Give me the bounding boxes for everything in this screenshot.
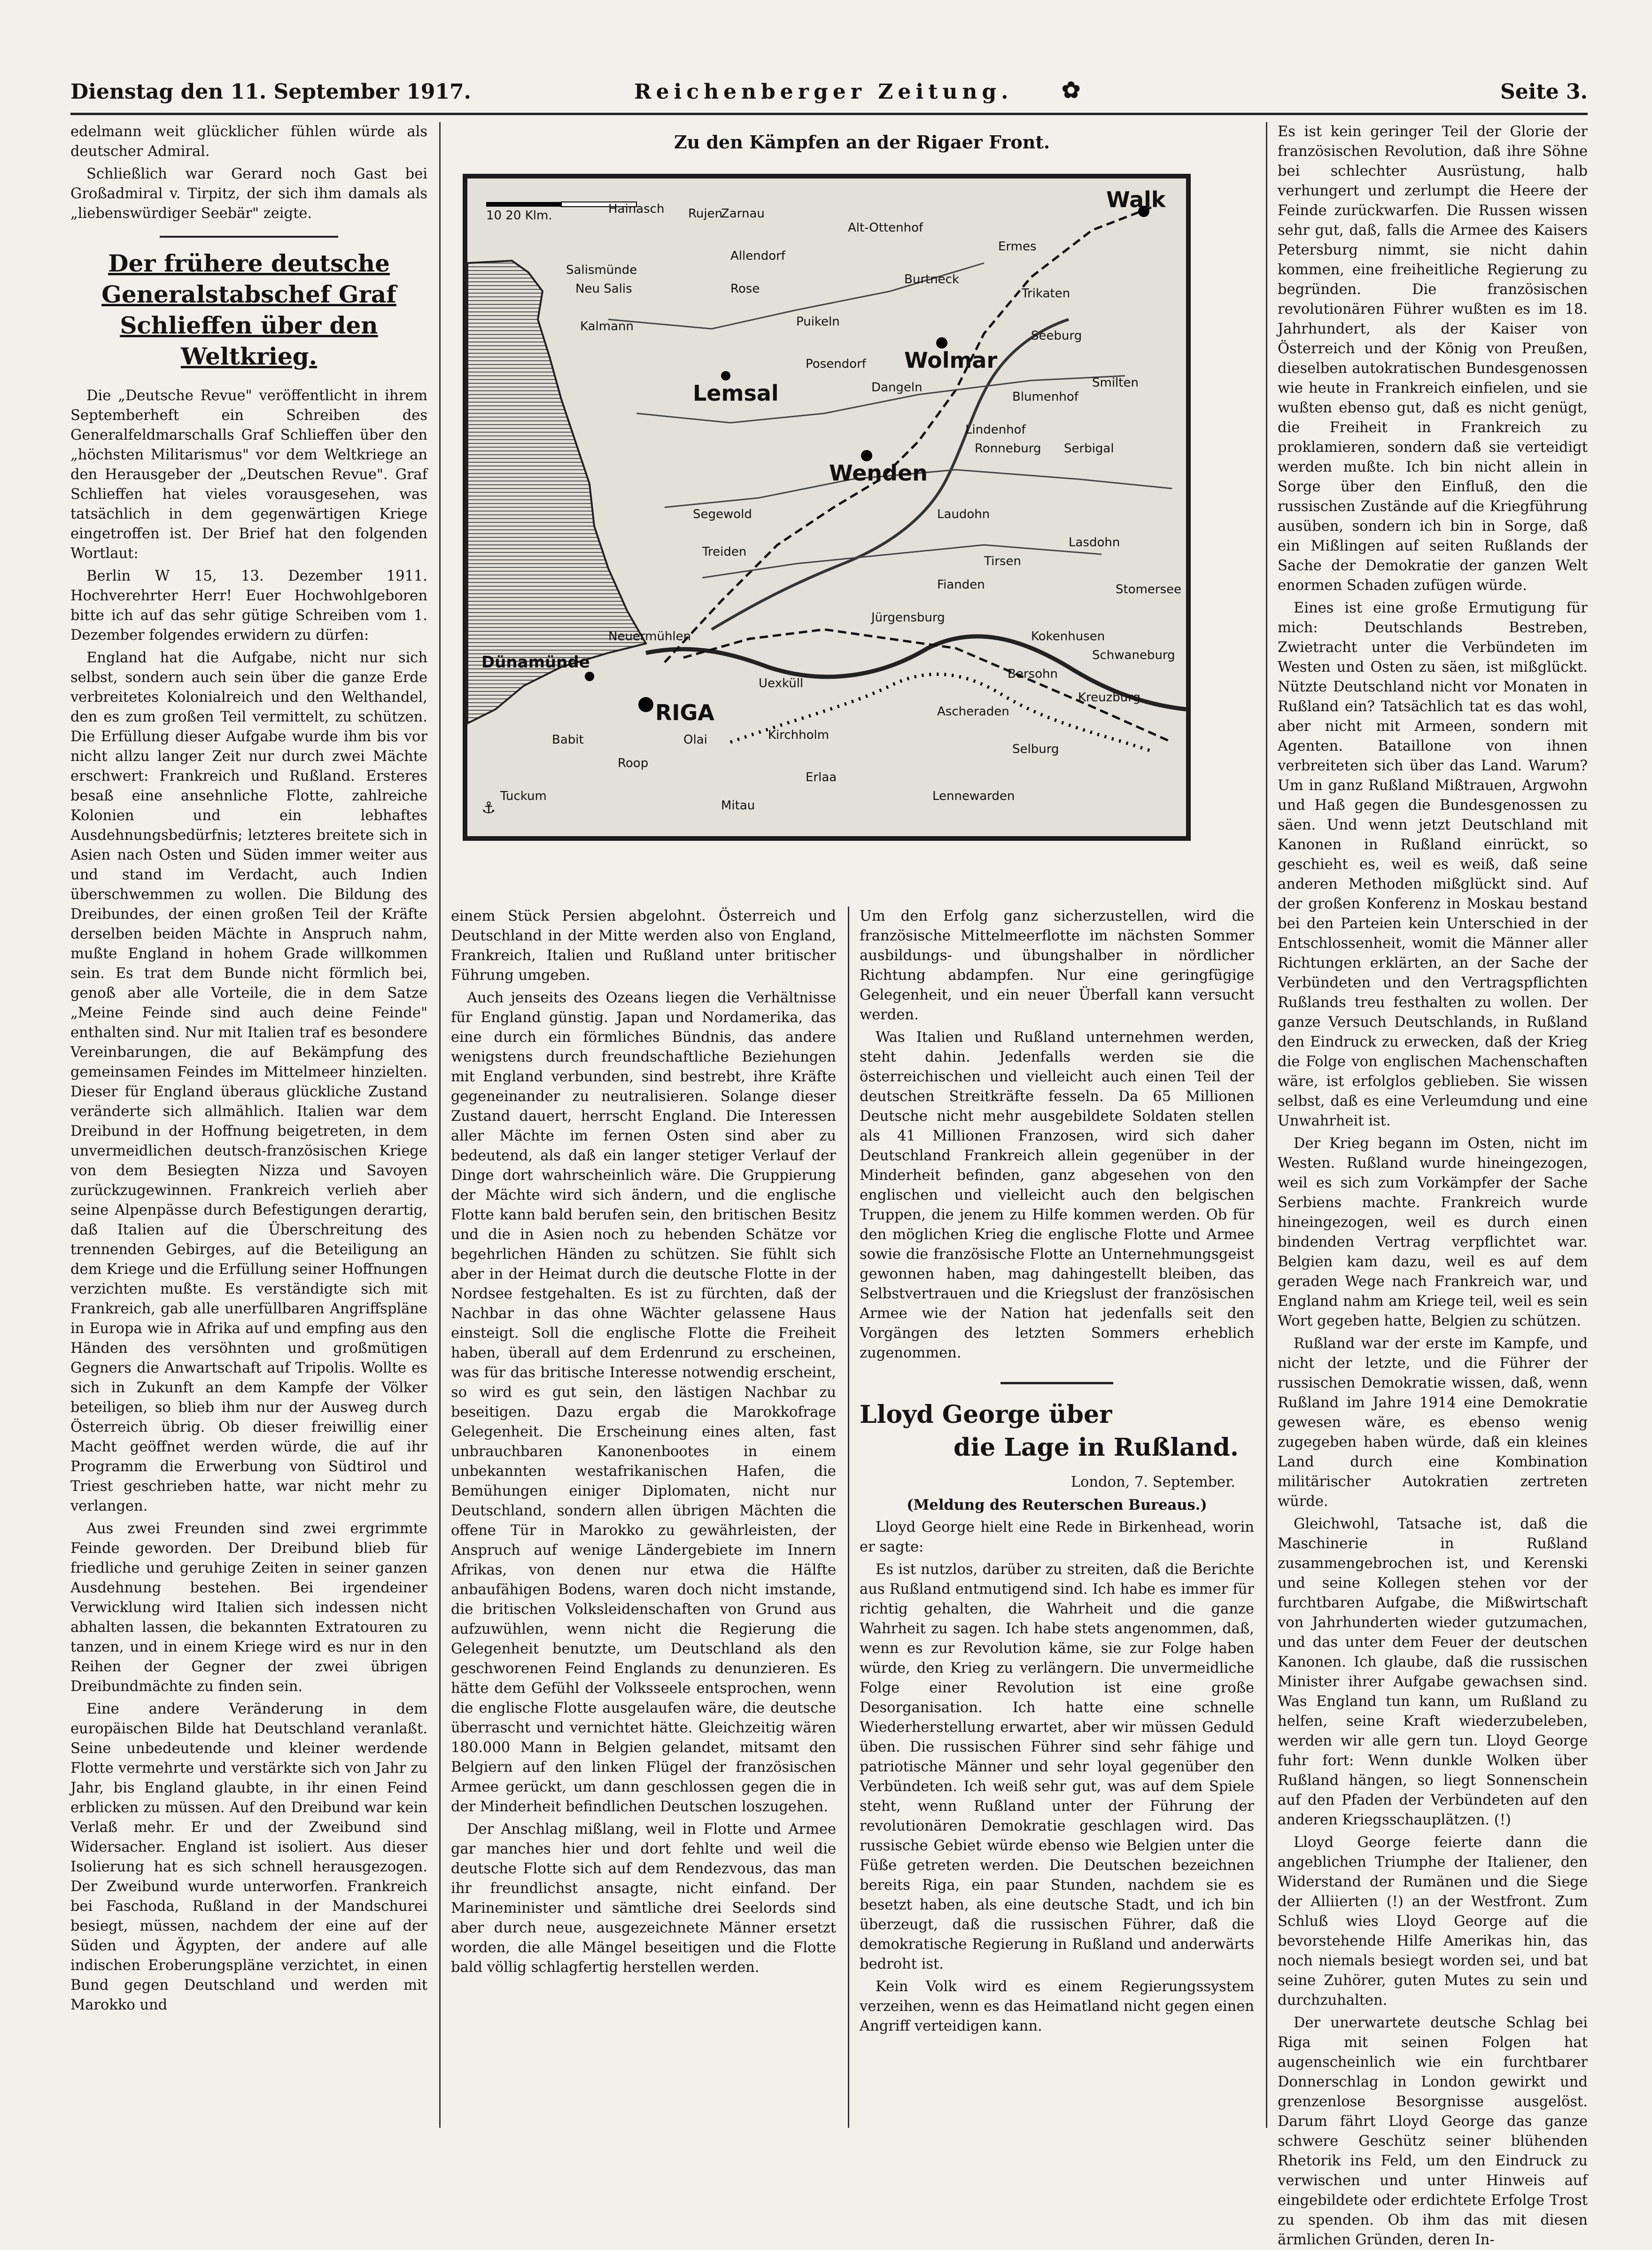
map-place-label: Erlaa: [806, 770, 837, 784]
article-heading-lloyd-george: [860, 1398, 1254, 1464]
intro-paragraph: edelmann weit glücklicher fühlen würde als deutscher Admiral.: [70, 124, 427, 160]
article-paragraph: Auch jenseits des Ozeans liegen die Verhältnisse für England günstig. Japan und Nordamerika, das eine durch ein förmliches Bündnis, das andere wenigstens durch freundschaftliche Beziehungen mit England verbunden, sind bestrebt, ihre Kräfte gegeneinander zu neutralisieren. Solange dieser Zustand dauert, herrscht England. Die Interessen aller Mächte im fernen Osten sind aber zu bedeutend, als daß ein langer stetiger Verlauf der Dinge dort wahrscheinlich wäre. Die Gruppierung der Mächte wird sich ändern, und die englische Flotte kann bald berufen sein, den britischen Besitz und die in Asien noch zu hebenden Schätze vor begehrlichen Händen zu schützen. Sie fühlt sich aber in der Heimat durch die deutsche Flotte in der Nordsee festgehalten. Es ist zu fürchten, daß der Nachbar in das ohne Wächter gelassene Haus einsteigt. Soll die englische Flotte die Freiheit haben, überall auf dem Erdenrund zu erscheinen, was für das britische Interesse notwendig erscheint, so wird es gut sein, den lästigen Nachbar zu beseitigen. Dazu ergab die Marokkofrage Gelegenheit. Die Erscheinung eines alten, fast unbrauchbaren Kanonenbootes in einem unbekannten westafrikanischen Hafen, die Bemühungen einiger Diplomaten, nicht nur Deutschland, sondern allen übrigen Mächten die offene Tür in Marokko zu gewährleisten, der Anspruch auf wenige Ländergebiete im Innern Afrikas, von denen nur etwa die Hälfte anbaufähigen Bodens, waren doch nicht imstande, die britischen Volksleidenschaften von Grund aus aufzuwühlen, wenn nicht die Regierung die Gelegenheit benutzte, um Deutschland als den geschworenen Feind Englands zu denunzieren. Es hätte dem Gefühl der Volksseele entsprochen, wenn die englische Flotte ausgelaufen wäre, die deutsche überrascht und vernichtet hätte. Gleichzeitig wären 180.000 Mann in Belgien gelandet, mitsamt den Belgiern auf den linken Flügel der französischen Armee gerückt, um dann geschlossen gegen die in der Minderheit befindlichen Deutschen loszugehen.: [451, 990, 836, 1815]
column-rule: [848, 907, 849, 2128]
map-place-label: Alt-Ottenhof: [848, 221, 923, 235]
masthead: [70, 70, 1588, 115]
article-paragraph: Die „Deutsche Revue" veröffentlicht in ihrem Septemberheft ein Schreiben des Generalfeldmarschalls Graf Schlieffen über den „höchsten Militarismus" vor dem Weltkriege an den Herausgeber der „Deutschen Revue". Graf Schlieffen hat vieles vorausgesehen, was tatsächlich in dem gegenwärtigen Kriege eingetroffen ist. Der Brief hat den folgenden Wortlaut:: [70, 388, 427, 562]
newspaper-page: [70, 56, 1588, 2248]
article-paragraph: Es ist kein geringer Teil der Glorie der französischen Revolution, daß ihre Söhne bei schlechter Ausrüstung, halb verhungert und zerlumpt die Heere der Feinde zurückwarfen. Die Russen wissen sehr gut, daß, falls die Armee des Kaisers Petersburg nimmt, sie nicht dahin kommen, eine freiheitliche Regierung zu begründen. Die französischen revolutionären Führer wußten es im 18. Jahrhundert, als der Kaiser von Österreich und der König von Preußen, dieselben autokratischen Bundesgenossen wie heute in Frankreich einfielen, und sie wußten ebenso gut, daß es nicht genügt, die Freiheit in Frankreich zu proklamieren, sondern daß sie verteidigt werden mußte. Ich bin nicht allein in Sorge über den Einfluß, den die russischen Zustände auf die Kriegführung ausüben, sondern ich bin in Sorge, daß ein Mißlingen auf seiten Rußlands der Sache der Demokratie der ganzen Welt enormen Schaden zufügen würde.: [1278, 124, 1588, 594]
map-place-label: Trikaten: [1022, 287, 1070, 301]
map-place-label: Kreuzburg: [1078, 691, 1141, 705]
article-paragraph: Rußland war der erste im Kampfe, und nicht der letzte, und die Führer der russischen Demokratie wissen, daß, wenn Rußland im Jahre 1914 eine Demokratie gewesen wäre, es ebenso wenig zugegeben haben würde, daß ein kleines Land durch eine Kombination militärischer Autokratien zertreten würde.: [1278, 1335, 1588, 1510]
article-paragraph: Der Anschlag mißlang, weil in Flotte und Armee gar manches hier und dort fehlte und weil die deutsche Flotte sich auf dem Rendezvous, das man ihr freundlichst ansagte, nicht einfand. Der Marineminister und sämtliche drei Seelords sind aber durch neue, ausgezeichnete Männer ersetzt worden, die alle Mängel beseitigen und die Flotte bald völlig schlagfertig herstellen werden.: [451, 1821, 836, 1976]
article-paragraph: Um den Erfolg ganz sicherzustellen, wird die französische Mittelmeerflotte im nächsten Sommer ausbildungs- und übungshalber in nördlicher Richtung abdampfen. Nur eine geringfügige Gelegenheit, und ein neuer Überfall kann versucht werden.: [860, 908, 1254, 1023]
map-place-label: Jürgensburg: [871, 611, 945, 625]
map-place-label: Wolmar: [904, 348, 998, 373]
map-place-label: Rujen: [688, 207, 723, 221]
map-place-label: Neuermühlen: [608, 629, 691, 644]
map-place-label: Selburg: [1012, 742, 1059, 756]
map-place-label: Bersohn: [1008, 667, 1058, 681]
map-place-label: Neu Salis: [575, 282, 632, 296]
map-place-label: Fianden: [937, 578, 985, 592]
dateline: London, 7. September.: [1070, 1474, 1235, 1490]
map-place-label: Seeburg: [1031, 329, 1082, 343]
article-paragraph: Gleichwohl, Tatsache ist, daß die Maschinerie in Rußland zusammengebrochen ist, und Kerenski und seine Kollegen stehen vor der furchtbaren Aufgabe, die Mißwirtschaft von Jahrhunderten wieder gutzumachen, und das unter dem Feuer der deutschen Kanonen. Ich glaube, daß die russischen Minister ihrer Aufgabe gewachsen sind. Was England tun kann, um Rußland zu helfen, seine Kraft wiederzubeleben, werden wir alle gern tun. Lloyd George fuhr fort: Wenn dunkle Wolken über Rußland hängen, so liegt Sonnenschein auf den Pfaden der Verbündeten auf den anderen Kriegsschauplätzen. (!): [1278, 1516, 1588, 1828]
news-source: (Meldung des Reuterschen Bureaus.): [907, 1497, 1207, 1513]
column-4: [1278, 122, 1588, 2248]
map-place-label: Kokenhusen: [1031, 629, 1105, 644]
map-place-label: Puikeln: [796, 315, 840, 329]
column-rule: [439, 122, 441, 2128]
map-place-label: Blumenhof: [1012, 390, 1078, 404]
masthead-page-number: Seite 3.: [1500, 80, 1588, 104]
map-place-label: Rose: [730, 282, 760, 296]
map-place-label: Walk: [1106, 187, 1166, 212]
heading-line: Lloyd George über: [860, 1400, 1112, 1429]
article-paragraph: Was Italien und Rußland unternehmen werden, steht dahin. Jedenfalls werden sie die österreichischen und vielleicht auch einen Teil der deutschen Streitkräfte fesseln. Da 65 Millionen Deutsche nicht mehr ausgebildete Soldaten stellen als 41 Millionen Franzosen, wird sich daher Deutschland Frankreich allein gegenüber in der Minderheit befinden, ganz abgesehen von den englischen und vielleicht auch den belgischen Truppen, die jenem zu Hilfe kommen werden. Ob für den möglichen Krieg die englische Flotte und Armee sowie die französische Flotte an Unternehmungsgeist gewonnen haben, mag dahingestellt bleiben, das Selbstvertrauen und die Kriegslust der französischen Armee wie der Nation hat jedenfalls seit den Vorgängen des letzten Sommers erheblich zugenommen.: [860, 1029, 1254, 1361]
map-place-label: Schwaneburg: [1092, 648, 1175, 662]
section-divider: [1001, 1382, 1113, 1384]
map-place-label: Olai: [683, 733, 707, 747]
map-place-label: Lindenhof: [965, 423, 1026, 437]
map-place-label: Lasdohn: [1069, 535, 1120, 550]
map-figure: [451, 122, 1273, 892]
legend-anchor-icon: ⚓: [481, 799, 496, 817]
article-paragraph: Berlin W 15, 13. Dezember 1911. Hochverehrter Herr! Euer Hochwohlgeboren bitte ich auf das sehr gütige Schreiben vom 1. Dezember folgendes erwidern zu dürfen:: [70, 568, 427, 644]
map-place-label: Ermes: [998, 240, 1037, 254]
map-place-label: Posendorf: [806, 357, 866, 371]
map-place-label: Allendorf: [730, 249, 785, 263]
map-place-label: Kalmann: [580, 319, 634, 334]
map-place-label: Smilten: [1092, 376, 1139, 390]
map-place-label: Kirchholm: [768, 728, 830, 742]
column-1: [70, 122, 427, 2128]
map-place-label: Stomersee: [1116, 582, 1182, 597]
map-place-label: Segewold: [693, 507, 752, 521]
article-paragraph: einem Stück Persien abgelohnt. Österreich und Deutschland in der Mitte werden also von England, Frankreich, Italien und Rußland unter britischer Führung umgeben.: [451, 908, 836, 984]
article-paragraph: Lloyd George hielt eine Rede in Birkenhead, worin er sagte:: [860, 1519, 1254, 1555]
article-paragraph: Eines ist eine große Ermutigung für mich: Deutschlands Bestreben, Zwietracht unter die Verbündeten im Westen und Osten zu säen, ist mißglückt. Nützte Deutschland nicht vor Monaten in Rußland ein? Tatsächlich tat es das wohl, aber nicht mit Armeen, sondern mit Agenten. Bataillone von ihnen verbreiteten sich über das Land. Warum? Um in ganz Rußland Mißtrauen, Argwohn und Haß gegen die Bundesgenossen zu säen. Und wenn jetzt Deutschland mit Kanonen in Rußland einrückt, so geschieht es, weil es weiß, daß seine anderen Methoden mißglückt sind. Auf der großen Konferenz in Moskau bestand bei den Parteien kein Unterschied in der Entschlossenheit, womit die Männer aller Richtungen erklärten, an der Sache der Verbündeten und den Vertragspflichten Rußlands treu festhalten zu wollen. Der ganze Versuch Deutschlands, in Rußland den Eindruck zu erwecken, daß der Krieg die Folge von englischen Machenschaften wäre, ist erfolglos geblieben. Sie wissen selbst, daß es eine Verleumdung und eine Unwahrheit ist.: [1278, 600, 1588, 1129]
map-place-label: Uexküll: [759, 676, 804, 691]
map-place-label: Zarnau: [721, 207, 765, 221]
map-place-label: Lemsal: [693, 380, 779, 406]
map-place-label: Babit: [552, 733, 584, 747]
map-place-label: RIGA: [655, 700, 714, 725]
map-place-label: Dangeln: [871, 380, 923, 395]
masthead-ornament-icon: ✿: [1062, 77, 1081, 103]
column-2: [451, 907, 836, 2128]
heading-line: die Lage in Rußland.: [954, 1433, 1239, 1462]
map-place-label: Ascheraden: [937, 705, 1009, 719]
map-place-label: Treiden: [702, 545, 747, 559]
map-place-label: Roop: [618, 756, 649, 770]
map-place-label: Salismünde: [566, 263, 637, 277]
column-3: [860, 907, 1254, 2128]
article-paragraph: Der Krieg begann im Osten, nicht im Westen. Rußland wurde hineingezogen, weil es sich zum Vorkämpfer der Sache Serbiens machte. Frankreich wurde hineingezogen, weil es durch einen bindenden Vertrag verpflichtet war. Belgien kam dazu, weil es auf dem geraden Wege nach Frankreich war, und England nahm am Kriege teil, weil es sein Wort gegeben hatte, Belgien zu schützen.: [1278, 1135, 1588, 1329]
map-place-label: Tuckum: [500, 789, 547, 803]
masthead-date: Dienstag den 11. September 1917.: [70, 80, 471, 104]
article-paragraph: Es ist nutzlos, darüber zu streiten, daß die Berichte aus Rußland entmutigend sind. Ich habe es immer für richtig gehalten, die Wahrheit und die ganze Wahrheit zu sagen. Ich habe stets angenommen, daß, wenn es zur Revolution käme, sie zur Folge haben würde, den Krieg zu verlängern. Die unvermeidliche Folge einer Revolution ist eine große Desorganisation. Ich hatte eine schnelle Wiederherstellung erwartet, aber wir müssen Geduld üben. Die russischen Führer sind sehr fähige und patriotische Männer und sehr loyal gegenüber den Verbündeten. Ich weiß sehr gut, was auf dem Spiele steht, wenn Rußland unter der Führung der revolutionären Demokratie geschlagen wird. Das russische Gebiet würde ebenso wie Belgien unter die Füße getreten werden. Die Deutschen bezeichnen bereits Riga, ein paar Stunden, nachdem sie es besetzt haben, als eine deutsche Stadt, und ich bin überzeugt, daß die russischen Führer, daß die demokratische Regierung in Rußland und anderwärts bedroht ist.: [860, 1561, 1254, 1972]
map-place-label: Burtneck: [904, 272, 960, 287]
map-place-label: Hainasch: [608, 202, 665, 216]
map-place-label: Wenden: [829, 460, 928, 486]
section-divider: [160, 236, 338, 238]
map-place-label: Ronneburg: [975, 442, 1041, 456]
article-paragraph: Lloyd George feierte dann die angeblichen Triumphe der Italiener, den Widerstand der Rumänen und die Siege der Alliierten (!) an der Westfront. Zum Schluß wies Lloyd George auf die bevorstehende Hilfe Amerikas hin, das noch niemals besiegt worden sei, und bat seine Zuhörer, guten Mutes zu sein und durchzuhalten.: [1278, 1834, 1588, 2009]
map-place-label: Tirsen: [984, 554, 1022, 568]
map-place-label: Dünamünde: [481, 653, 590, 672]
map-place-label: Mitau: [721, 799, 755, 813]
map-place-label: Serbigal: [1064, 442, 1114, 456]
intro-paragraph: Schließlich war Gerard noch Gast bei Großadmiral v. Tirpitz, der sich ihm damals als „liebenswürdiger Seebär" zeigte.: [70, 166, 427, 222]
map-frame: [463, 174, 1191, 841]
article-heading-schlieffen: Der frühere deutsche Generalstabschef Graf Schlieffen über den Weltkrieg.: [101, 249, 396, 370]
article-paragraph: England hat die Aufgabe, nicht nur sich selbst, sondern auch sein über die ganze Erde verbreitetes Kolonialreich und den Welthandel, den es zum großen Teil vermittelt, zu schützen. Die Erfüllung dieser Aufgabe wurde ihm bis vor nicht allzu langer Zeit nur durch zwei Mächte erschwert: Frankreich und Rußland. Ersteres besaß eine ansehnliche Flotte, zahlreiche Kolonien und ein lebhaftes Ausdehnungsbedürfnis; letzteres breitete sich in Asien nach Osten und Süden immer weiter aus und stand im Verdacht, auch Indien überschwemmen zu wollen. Die Bildung des Dreibundes, der einen großen Teil der Kräfte derselben beiden Mächte in Anspruch nahm, mußte England in hohem Grade willkommen sein. Es trat dem Bunde nicht förmlich bei, genoß aber alle Vorteile, die in dem Satze „Meine Feinde sind auch deine Feinde" enthalten sind. Nur mit Italien traf es besondere Vereinbarungen, die auf Bekämpfung des gemeinsamen Feindes im Mittelmeer hinzielten. Dieser für England überaus glückliche Zustand veränderte sich allmählich. Italien war dem Dreibund in der Hoffnung beigetreten, in dem unvermeidlichen deutsch-französischen Kriege von dem Besiegten Nizza und Savoyen zurückzugewinnen. Frankreich verlieh aber seine Alpenpässe durch Befestigungen derartig, daß Italien auf die Überschreitung des trennenden Gebirges, auf die Beteiligung an dem Kriege und die Erfüllung seiner Hoffnungen verzichten mußte. Es verständigte sich mit Frankreich, gab alle unerfüllbaren Angriffspläne in Europa wie in Afrika auf und empfing aus den Händen des versöhnten und großmütigen Gegners die Anwartschaft auf Tripolis. Wollte es sich in Zukunft an dem Kampfe der Völker beteiligen, so blieb ihm nur der Ausweg durch Österreich übrig. Ob dieser freiwillig einer Macht geöffnet werden würde, die auf ihr Programm die Erwerbung von Südtirol und Triest geschrieben hatte, war nicht mehr zu verlangen.: [70, 650, 427, 1514]
article-paragraph: Kein Volk wird es einem Regierungssystem verzeihen, wenn es das Heimatland nicht gegen einen Angriff verteidigen kann.: [860, 1978, 1254, 2034]
masthead-title: Reichenberger Zeitung.: [634, 80, 1013, 104]
map-title: Zu den Kämpfen an der Rigaer Front.: [674, 132, 1050, 153]
article-paragraph: Aus zwei Freunden sind zwei ergrimmte Feinde geworden. Der Dreibund blieb für friedliche und geruhige Zeiten in seiner ganzen Ausdehnung bestehen. Bei irgendeiner Verwicklung wird Italien sich indessen nicht abhalten lassen, die bekannten Extratouren zu tanzen, und in einem Kriege wird es nur in den Reihen der Gegner der zwei übrigen Dreibundmächte zu finden sein.: [70, 1521, 427, 1695]
article-paragraph: Eine andere Veränderung in dem europäischen Bilde hat Deutschland veranlaßt. Seine unbedeutende und kleiner werdende Flotte vermehrte und verstärkte sich von Jahr zu Jahr, bis England glaubte, in ihr einen Feind erblicken zu müssen. Auf den Dreibund war kein Verlaß mehr. Er und der Zweibund sind Widersacher. England ist isoliert. Aus dieser Isolierung hat es sich schnell herausgezogen. Der Zweibund wurde unterworfen. Frankreich bei Faschoda, Rußland in der Mandschurei besiegt, müssen, nachdem der eine auf der Süden und Ägypten, der andere auf alle indischen Eroberungspläne verzichtet, in einen Bund gegen Deutschland und werden mit Marokko und: [70, 1701, 427, 2013]
scale-label: 10 20 Klm.: [486, 209, 552, 223]
map-place-label: Lennewarden: [932, 789, 1015, 803]
article-paragraph: Der unerwartete deutsche Schlag bei Riga mit seinen Folgen hat augenscheinlich wie ein furchtbarer Donnerschlag in London gewirkt und grenzenlose Besorgnisse ausgelöst. Darum fährt Lloyd George das ganze schwere Geschütz seiner blühenden Rhetorik ins Feld, um den Eindruck zu verwischen und unter Hinweis auf eingebildete oder erdichtete Erfolge Trost zu spenden. Ob ihm das mit diesen ärmlichen Gründen, deren In-: [1278, 2015, 1588, 2248]
map-place-label: Laudohn: [937, 507, 990, 521]
